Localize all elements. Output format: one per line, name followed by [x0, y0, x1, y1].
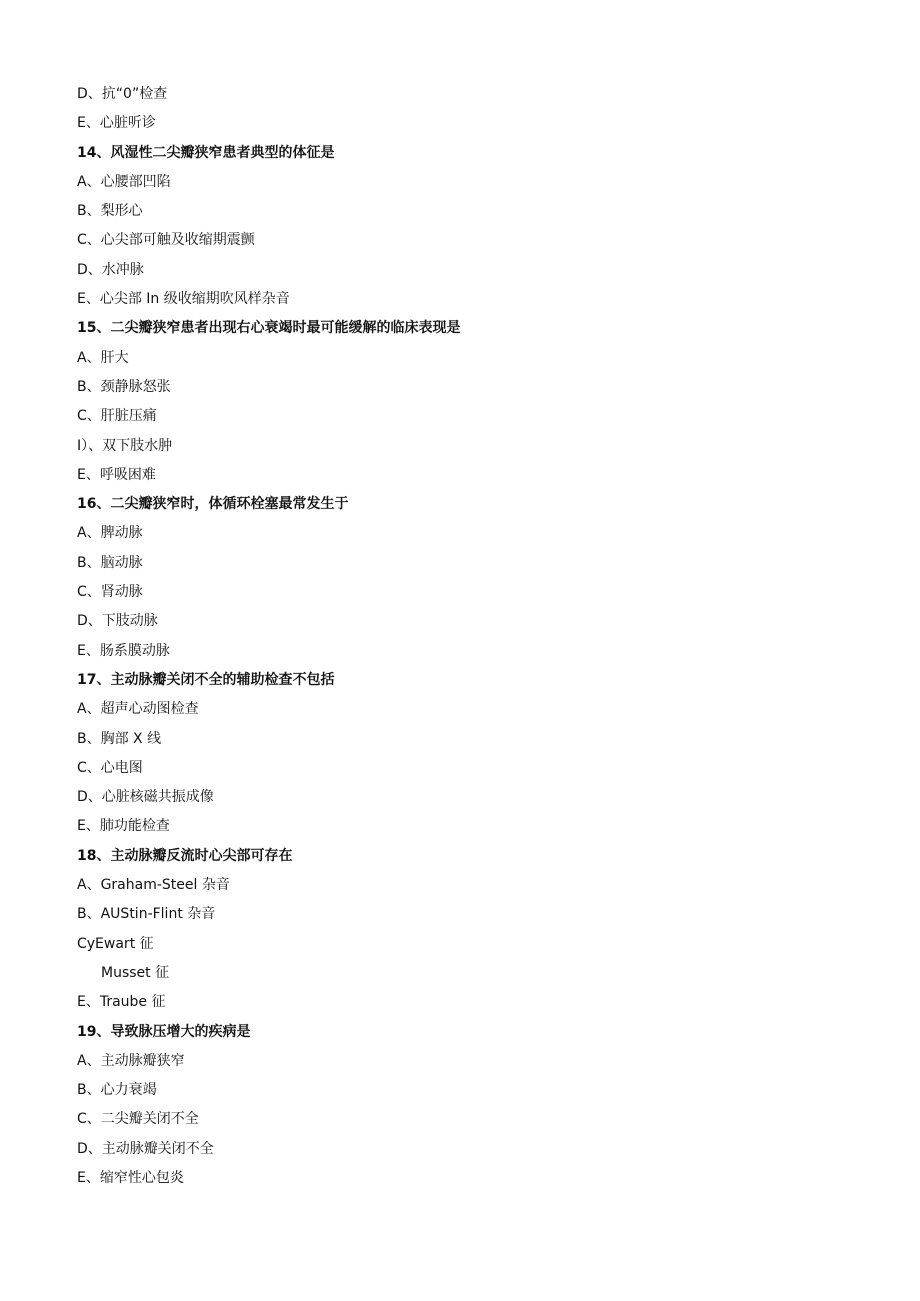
option-text: E、心尖部 In 级收缩期吹风样杂音 — [77, 291, 290, 308]
option-text: C、肝脏压痛 — [77, 408, 157, 425]
option-text: B、心力衰竭 — [77, 1082, 157, 1099]
option-text: C、二尖瓣关闭不全 — [77, 1111, 199, 1128]
question-text: 17、主动脉瓣关闭不全的辅助检查不包括 — [77, 671, 335, 688]
option-text: E、肺功能检查 — [77, 818, 170, 835]
option-text: C、心电图 — [77, 759, 143, 776]
option-text: B、梨形心 — [77, 203, 143, 220]
option-text: E、呼吸困难 — [77, 466, 156, 483]
option-text: E、肠系膜动脉 — [77, 642, 170, 659]
option-text: CyEwart 征 — [77, 935, 154, 952]
option-text: C、肾动脉 — [77, 584, 143, 601]
document-body — [77, 80, 857, 1193]
option-text: Musset 征 — [101, 964, 170, 981]
option-text: B、脑动脉 — [77, 554, 143, 571]
option-text: B、AUStin-Flint 杂音 — [77, 906, 216, 923]
option-text: A、Graham-Steel 杂音 — [77, 877, 230, 894]
option-text: A、肝大 — [77, 349, 129, 366]
option-text: A、脾动脉 — [77, 525, 143, 542]
option-text: A、超声心动图检查 — [77, 701, 199, 718]
question-text: 18、主动脉瓣反流时心尖部可存在 — [77, 847, 293, 864]
option-text: A、主动脉瓣狭窄 — [77, 1052, 185, 1069]
option-text: D、主动脉瓣关闭不全 — [77, 1140, 214, 1157]
question-text: 16、二尖瓣狭窄时，体循环栓塞最常发生于 — [77, 496, 349, 513]
option-text: A、心腰部凹陷 — [77, 173, 171, 190]
option-text: C、心尖部可触及收缩期震颤 — [77, 232, 255, 249]
option-text: E、Traube 征 — [77, 994, 166, 1011]
option-text: I）、双下肢水肿 — [77, 437, 173, 454]
option-text: B、胸部 X 线 — [77, 730, 162, 747]
option-text: D、抗“0”检查 — [77, 86, 168, 102]
option-text: D、下肢动脉 — [77, 613, 158, 630]
option-text: B、颈静脉怒张 — [77, 378, 171, 395]
question-text: 14、风湿性二尖瓣狭窄患者典型的体征是 — [77, 144, 335, 161]
option-text: D、水冲脉 — [77, 261, 144, 278]
option-text: E、缩窄性心包炎 — [77, 1169, 184, 1186]
option-text: E、心脏听诊 — [77, 115, 156, 132]
option-text: D、心脏核磁共振成像 — [77, 789, 214, 806]
question-text: 15、二尖瓣狭窄患者出现右心衰竭时最可能缓解的临床表现是 — [77, 320, 461, 337]
question-text: 19、导致脉压增大的疾病是 — [77, 1023, 251, 1040]
